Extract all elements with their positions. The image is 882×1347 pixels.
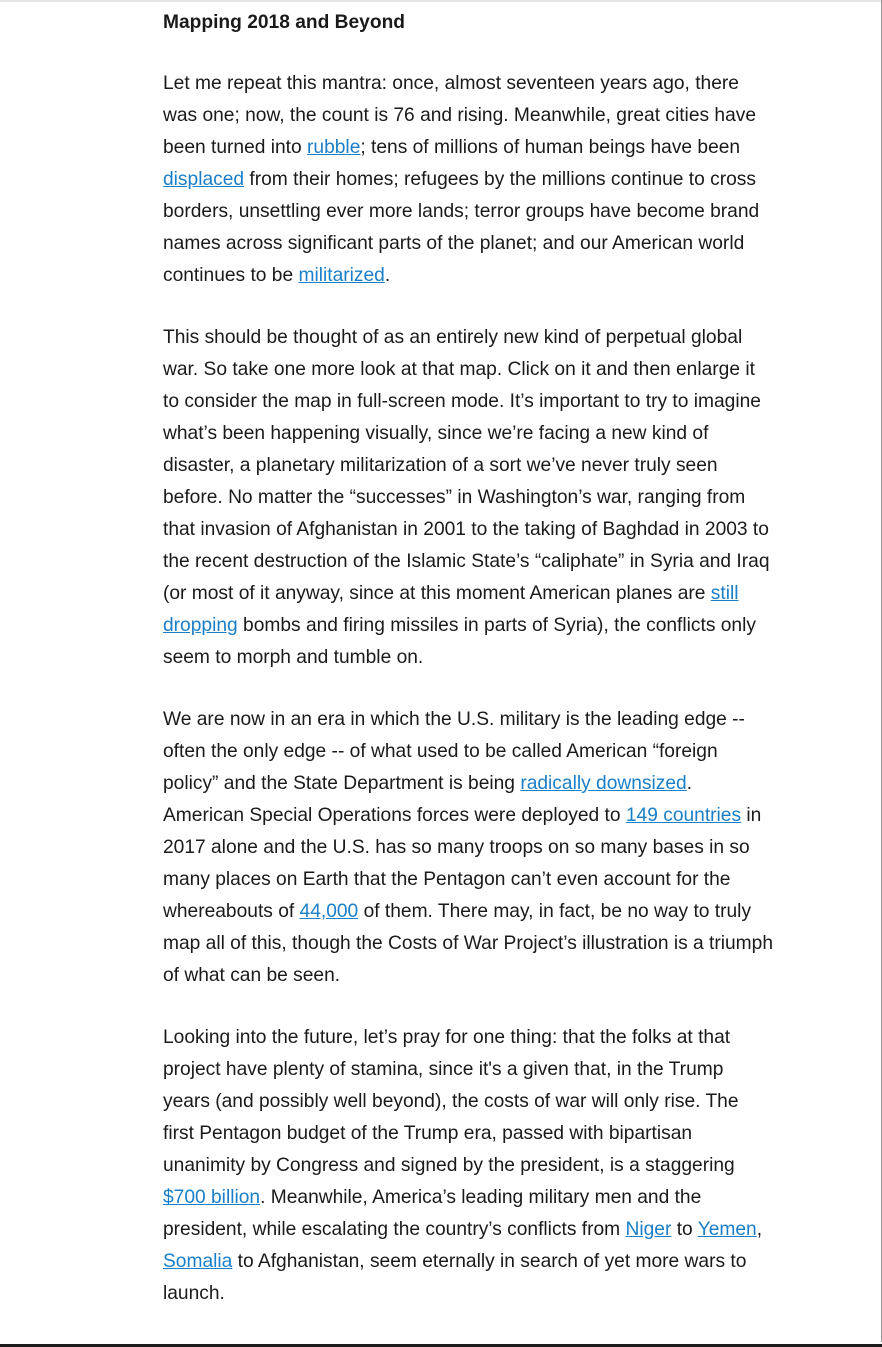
link-still-dropping[interactable]: still dropping [163,583,739,636]
paragraph-text: in 2017 alone and the U.S. has so many troops on so many bases in so many places on Earth that the Pentagon can’t even account for the whereabouts of [163,805,762,922]
link-44000[interactable]: 44,000 [299,901,359,922]
article-body [163,8,773,1340]
paragraph-text: ; tens of millions of human beings have been [360,137,741,158]
link-militarized[interactable]: militarized [298,265,385,286]
paragraph-1 [163,68,773,292]
paragraph-text: to Afghanistan, seem eternally in search of yet more wars to launch. [163,1251,747,1304]
paragraph-text: We are now in an era in which the U.S. military is the leading edge -- often the only edge -- of what used to be called American “foreign policy” and the State Department is being [163,709,745,794]
paragraph-text: from their homes; refugees by the millions continue to cross borders, unsettling ever more lands; terror groups have become brand names across significant parts of the planet; and our American world continues to be [163,169,760,286]
section-heading: Mapping 2018 and Beyond [163,12,406,33]
paragraph-text: Let me repeat this mantra: once, almost seventeen years ago, there was one; now, the count is 76 and rising. Meanwhile, great cities have been turned into [163,73,757,158]
link-rubble[interactable]: rubble [307,137,361,158]
link-149-countries[interactable]: 149 countries [625,805,742,826]
paragraph-text: to [671,1219,698,1240]
paragraph-text: . Meanwhile, America’s leading military men and the president, while escalating the country’s conflicts from [163,1187,702,1240]
link-somalia[interactable]: Somalia [163,1251,233,1272]
link-radically-downsized[interactable]: radically downsized [520,773,687,794]
link-700-billion[interactable]: $700 billion [163,1187,261,1208]
paragraph-text: , [756,1219,763,1240]
paragraph-3 [163,704,773,992]
paragraph-4 [163,1022,773,1310]
paragraph-text: Looking into the future, let’s pray for one thing: that the folks at that project have plenty of stamina, since it's a given that, in the Trump years (and possibly well beyond), the costs of war will only rise. The first Pentagon budget of the Trump era, passed with bipartisan unanimity by Congress and signed by the president, is a staggering [163,1027,739,1176]
paragraph-text: . American Special Operations forces were deployed to [163,773,693,826]
paragraph-text: bombs and firing missiles in parts of Syria), the conflicts only seem to morph and tumble on. [163,615,756,668]
link-niger[interactable]: Niger [625,1219,672,1240]
link-displaced[interactable]: displaced [163,169,245,190]
link-yemen[interactable]: Yemen [697,1219,757,1240]
paragraph-text: This should be thought of as an entirely new kind of perpetual global war. So take one more look at that map. Click on it and then enlarge it to consider the map in full-screen mode. It’s important to try to imagine what’s been happening visually, since we’re facing a new kind of disaster, a planetary militarization of a sort we’ve never truly seen before. No matter the “successes” in Washington’s war, ranging from that invasion of Afghanistan in 2001 to the taking of Baghdad in 2003 to the recent destruction of the Islamic State’s “caliphate” in Syria and Iraq (or most of it anyway, since at this moment American planes are [163,327,770,604]
top-divider [0,0,882,2]
paragraph-text: of them. There may, in fact, be no way to truly map all of this, though the Costs of War Project’s illustration is a triumph of what can be seen. [163,901,773,986]
paragraph-2 [163,322,773,674]
paragraph-text: . [384,265,391,286]
